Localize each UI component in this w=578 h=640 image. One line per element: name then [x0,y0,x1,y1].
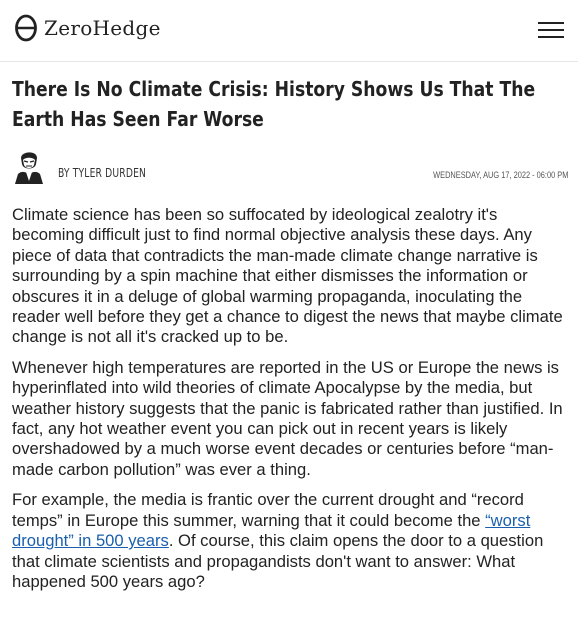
worst-drought-link[interactable]: “worst drought” in 500 years [12,510,531,551]
article-title: There Is No Climate Crisis: History Shows Us That The Earth Has Seen Far Worse [12,77,536,131]
paragraph: Whenever high temperatures are reported in the US or Europe the news is hyperinflated into wild theories of climate Apocalypse by the media, but weather history suggests that the panic is fabricated rather than justified. In fact, any hot weather event you can pick out in recent years is likely overshadowed by a much worse event decades or centuries before “man-made carbon pollution” was ever a thing. [12,357,563,479]
hamburger-menu-icon[interactable] [538,22,564,40]
publish-date: WEDNESDAY, AUG 17, 2022 - 06:00 PM [432,170,568,181]
author-avatar-icon[interactable] [12,148,46,184]
top-navigation-bar [0,0,578,62]
paragraph [12,490,568,592]
paragraph: Climate science has been so suffocated by ideological zealotry it's becoming difficult just to find normal objective analysis these days. Any piece of data that contradicts the man-made climate change narrative is surrounding by a spin machine that either dismisses the information or obscures it in a deluge of global warming propaganda, inoculating the reader well before they get a chance to digest the news that maybe climate change is not all it's cracked up to be. [12,205,563,347]
paragraph-text: For example, the media is frantic over the current drought and “record temps” in Europe this summer, warning that it could become the [12,490,524,530]
zerohedge-theta-logo-icon [14,14,38,42]
author-name[interactable]: BY TYLER DURDEN [58,166,147,180]
article-body [12,205,568,602]
logo-text: ZeroHedge [44,16,161,40]
paragraph-text: . Of course, this claim opens the door to a question that climate scientists and propagandists don't want to answer: What happened 500 years ago? [12,531,544,591]
site-logo[interactable] [14,14,161,42]
byline [12,148,568,188]
